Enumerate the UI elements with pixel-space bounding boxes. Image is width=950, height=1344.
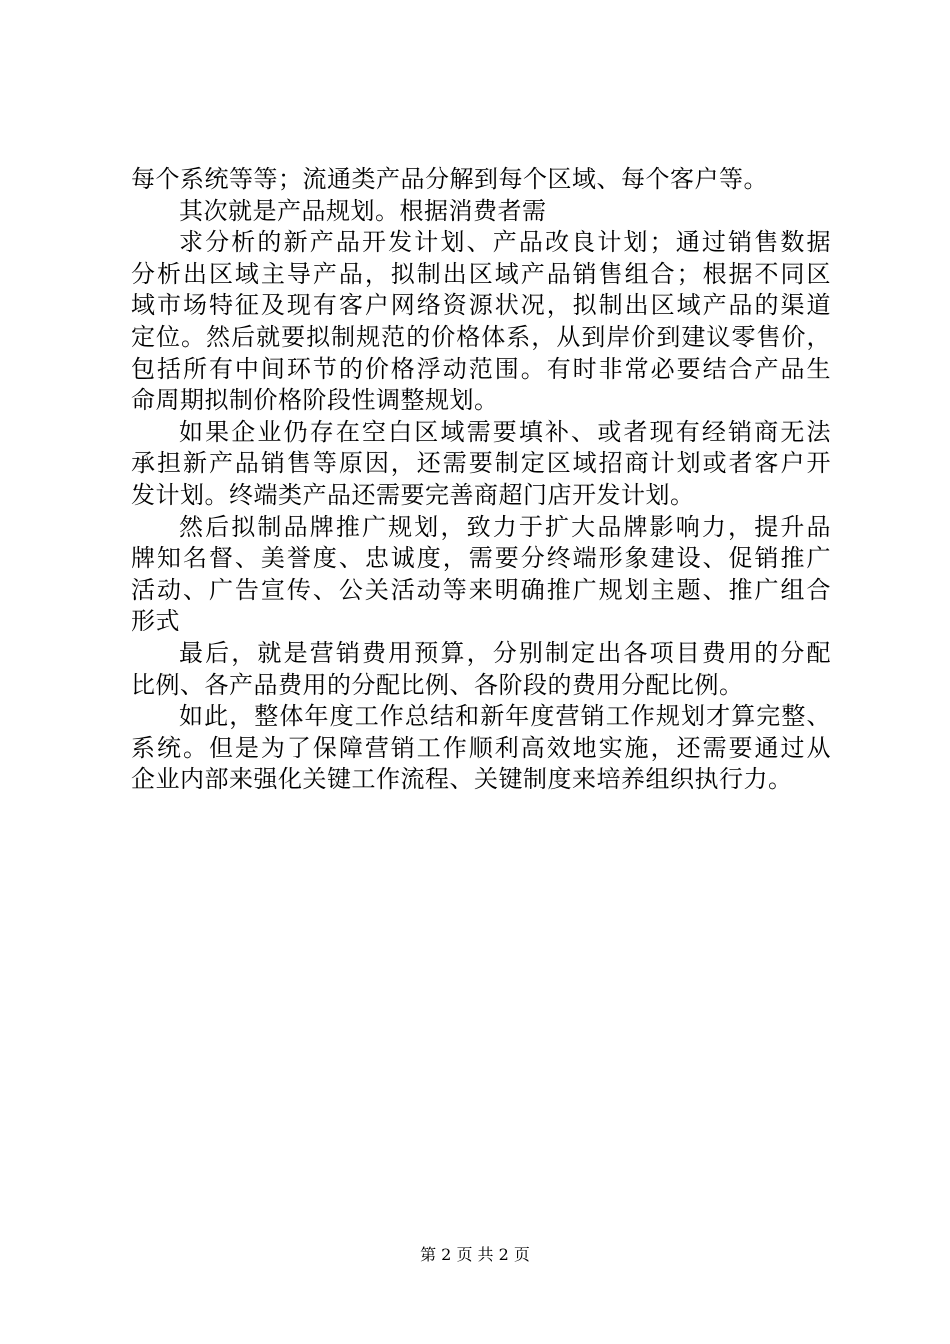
text-line: 最后，就是营销费用预算，分别制定出各项目费用的分配: [179, 638, 831, 667]
text-line: 企业内部来强化关键工作流程、关键制度来培养组织执行力。: [131, 765, 793, 794]
text-line: 定位。然后就要拟制规范的价格体系，从到岸价到建议零售价，: [131, 322, 831, 351]
page-number: 第 2 页 共 2 页: [420, 1245, 530, 1264]
text-line: 如果企业仍存在空白区域需要填补、或者现有经销商无法: [179, 417, 831, 446]
text-line: 命周期拟制价格阶段性调整规划。: [131, 386, 499, 415]
text-line: 其次就是产品规划。根据消费者需: [179, 196, 547, 225]
document-body: [131, 164, 831, 796]
text-line: 包括所有中间环节的价格浮动范围。有时非常必要结合产品生: [131, 354, 831, 383]
text-line: 形式: [131, 607, 180, 636]
text-line: 比例、各产品费用的分配比例、各阶段的费用分配比例。: [131, 670, 744, 699]
text-line: 承担新产品销售等原因，还需要制定区域招商计划或者客户开: [131, 449, 831, 478]
text-line: 发计划。终端类产品还需要完善商超门店开发计划。: [131, 480, 695, 509]
text-line: 牌知名督、美誉度、忠诚度，需要分终端形象建设、促销推广: [131, 544, 831, 573]
text-line: 然后拟制品牌推广规划，致力于扩大品牌影响力，提升品: [179, 512, 831, 541]
text-line: 活动、广告宣传、公关活动等来明确推广规划主题、推广组合: [131, 575, 831, 604]
text-line: 系统。但是为了保障营销工作顺利高效地实施，还需要通过从: [131, 733, 831, 762]
text-line: 求分析的新产品开发计划、产品改良计划；通过销售数据: [179, 228, 831, 257]
text-line: 如此，整体年度工作总结和新年度营销工作规划才算完整、: [179, 702, 831, 731]
text-line: 分析出区域主导产品，拟制出区域产品销售组合；根据不同区: [131, 259, 831, 288]
text-line: 每个系统等等；流通类产品分解到每个区域、每个客户等。: [131, 165, 768, 193]
text-line: 域市场特征及现有客户网络资源状况，拟制出区域产品的渠道: [131, 291, 831, 320]
